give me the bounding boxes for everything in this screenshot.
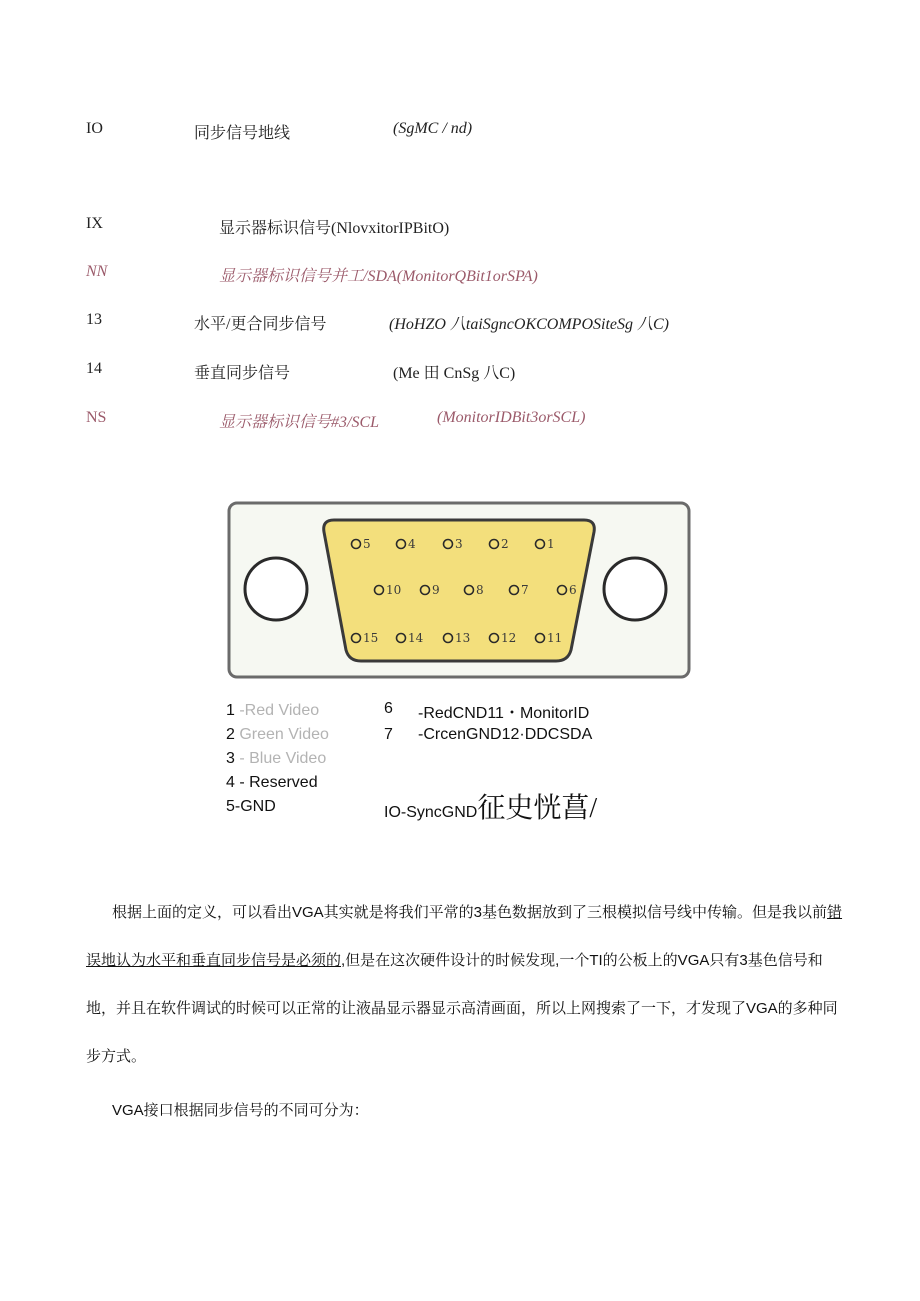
pin-label: 12 [501,631,517,645]
pin-signal-name: 显示器标识信号#3/SCL [219,414,380,431]
pin-number: 13 [86,311,102,328]
legend-item [226,798,276,816]
right-screw-hole [604,558,666,620]
pin-label: 8 [476,583,484,597]
pin-socket [397,540,406,549]
pin-number: NS [86,409,107,426]
paragraph-text: VGA接口根据同步信号的不同可分为： [112,1102,369,1119]
pin-label: 15 [363,631,379,645]
legend-num: 3 [226,750,235,767]
pin-number: 14 [86,360,102,377]
pin-label: 10 [386,583,402,597]
legend-num: 5 [226,798,235,815]
pin-number: IX [86,215,103,232]
pin-signal-combined: 显示器标识信号并工/SDA(MonitorQBit1orSPA) [219,268,538,285]
pin-socket [536,634,545,643]
legend-text: -Red Video [234,702,320,719]
legend-item [226,702,319,720]
pin-socket [465,586,474,595]
pin-signal-description [393,120,472,138]
pin-label: 11 [547,631,563,645]
underlined-text: 错误地认为水平和垂直同步信号是必须的 [86,904,843,969]
pin-socket [375,586,384,595]
pin-signal-description-text: (SgMC / nd) [393,120,473,137]
legend-text: IO-SyncGND [384,804,478,821]
pin-label: 14 [408,631,424,645]
legend-text: -RedCND11・MonitorID [418,705,590,722]
legend-num: 7 [384,726,393,743]
pin-label: 4 [408,537,416,551]
pin-label: 6 [569,583,577,597]
pin-socket [490,634,499,643]
pin-socket [510,586,519,595]
pin-label: 7 [521,583,529,597]
legend-item [384,700,393,718]
pin-socket [397,634,406,643]
pin-socket [421,586,430,595]
legend-item [226,726,329,744]
pin-socket [352,634,361,643]
legend-text: - Reserved [234,774,318,791]
pin-socket [352,540,361,549]
legend-text: Green Video [234,726,329,743]
legend-num: 6 [384,700,393,717]
pin-label: 5 [363,537,371,551]
pin-signal-combined: 显示器标识信号(NlovxitorIPBitO) [219,220,450,237]
pin-socket [558,586,567,595]
pin-signal-name: 垂直同步信号 [194,365,291,382]
pin-number: NN [86,263,108,280]
body-paragraph [86,889,846,1081]
left-screw-hole [245,558,307,620]
legend-item [226,750,326,768]
legend-text: -GND [234,798,276,815]
legend-text: -CrcenGND12·DDCSDA [418,726,593,743]
vga-connector-diagram [226,500,692,682]
pin-socket [444,634,453,643]
legend-text-large: 征史恍菖/ [477,793,598,824]
body-paragraph [86,1087,846,1135]
legend-item [226,774,318,792]
legend-item [384,786,597,826]
pin-label: 9 [432,583,440,597]
legend-text: - Blue Video [234,750,327,767]
pin-socket [490,540,499,549]
pin-label: 13 [455,631,471,645]
legend-num: 4 [226,774,235,791]
pin-signal-name: 同步信号地线 [194,125,291,142]
pin-number: IO [86,120,103,137]
legend-item [384,726,393,744]
pin-socket [444,540,453,549]
pin-label: 3 [455,537,463,551]
paragraph-text: ,但是在这次硬件设计的时候发现,一个TI的公板上的VGA只有3基色信号和地，并且在软件调试的时候可以正常的让液晶显示器显示高清画面，所以上网搜索了一下，才发现了VGA的多种同步方式。 [86,952,838,1065]
pin-signal-description: (MonitorIDBit3orSCL) [437,409,586,426]
pin-label: 2 [501,537,509,551]
legend-num: 1 [226,702,235,719]
pin-label: 1 [547,537,555,551]
legend-num: 2 [226,726,235,743]
pin-signal-name: 水平/更合同步信号 [194,316,327,333]
pin-socket [536,540,545,549]
pin-signal-description: (HoHZO 八taiSgncOKCOMPOSiteSg 八C) [389,316,669,333]
pin-signal-description: (Me 田 CnSg 八C) [393,365,516,382]
paragraph-text: 根据上面的定义，可以看出VGA其实就是将我们平常的3基色数据放到了三根模拟信号线中传输。但是我以前 [112,904,828,921]
